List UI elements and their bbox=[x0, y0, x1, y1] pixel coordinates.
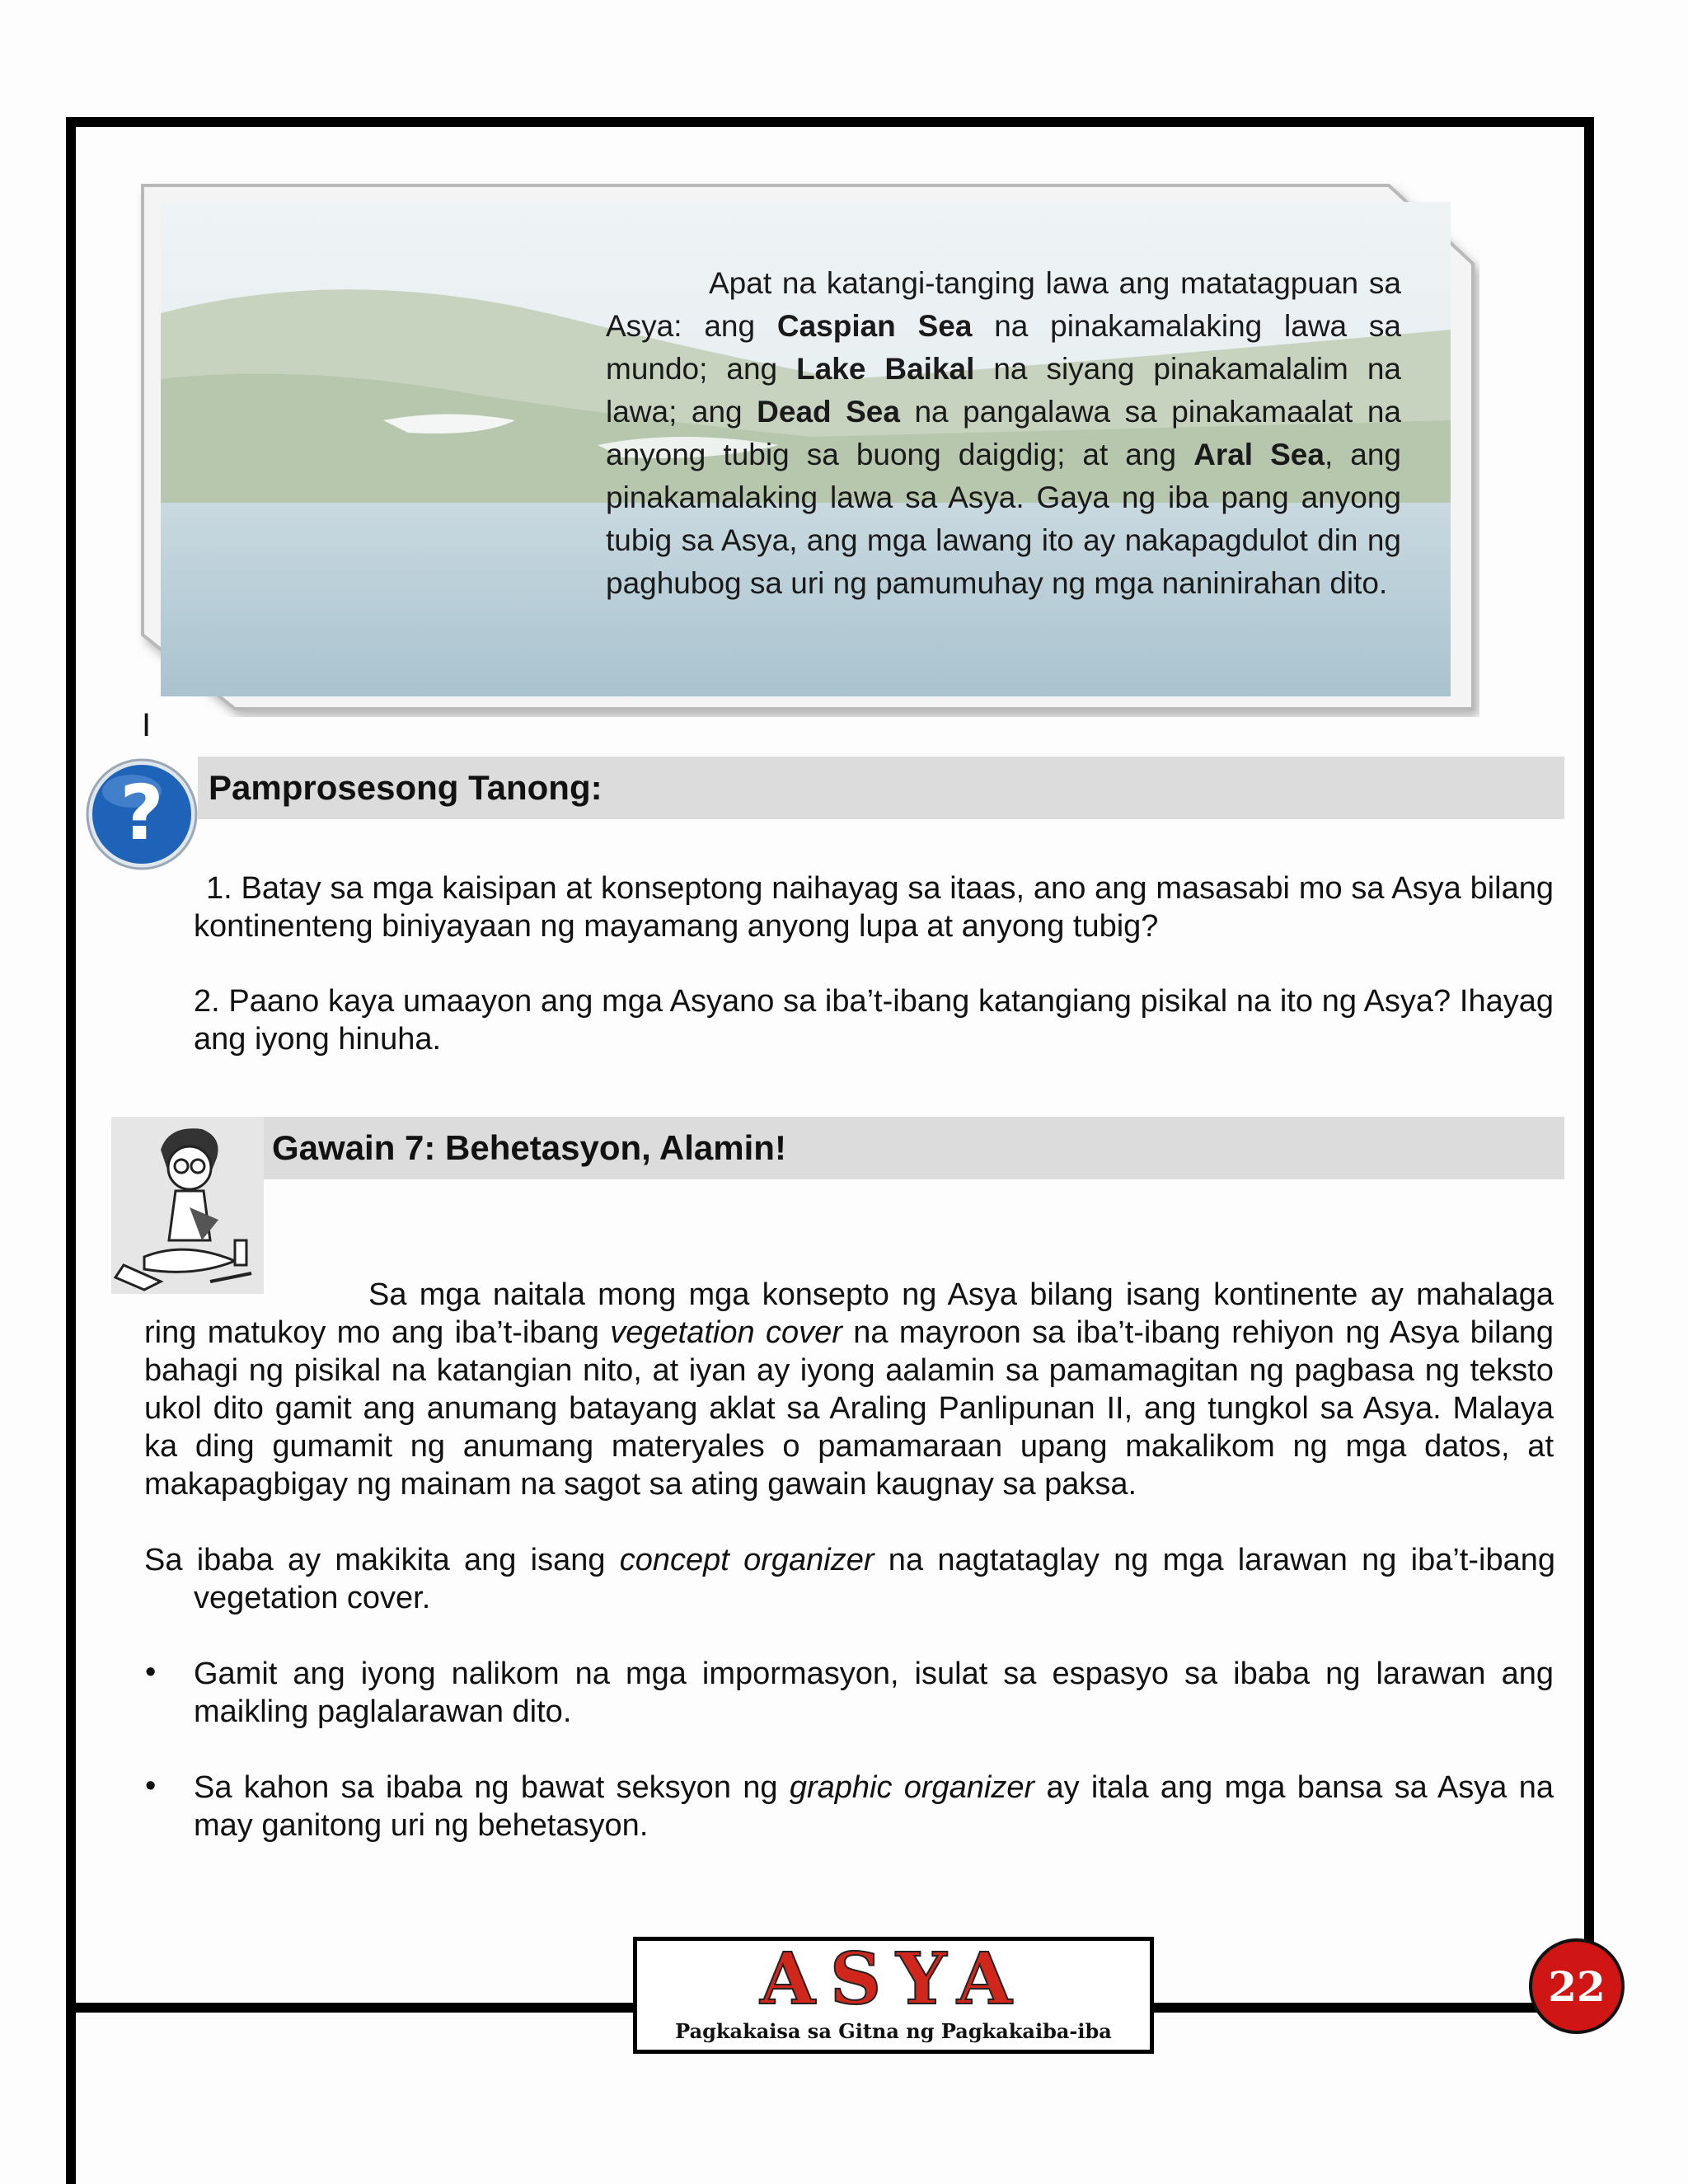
caspian-sea-term: Caspian Sea bbox=[776, 309, 973, 343]
aral-sea-term: Aral Sea bbox=[1193, 438, 1325, 471]
page-number-badge bbox=[1529, 1938, 1625, 2034]
lake-text-part: Apat na katangi-tanging lawa ang matatagpuan sa Asya: ang bbox=[606, 266, 1401, 343]
lake-description-paragraph bbox=[606, 262, 1401, 605]
lake-text-part: na pinakamalaking lawa sa mundo; ang bbox=[606, 309, 1401, 386]
vegetation-cover-term: vegetation cover bbox=[610, 1315, 842, 1350]
page-border-right bbox=[1584, 117, 1594, 2013]
concept-organizer-sentence-end: vegetation cover. bbox=[194, 1581, 431, 1615]
asya-logo bbox=[633, 1937, 1154, 2054]
page-number: 22 bbox=[1548, 1961, 1606, 2011]
bullet-2-marker: • bbox=[145, 1769, 157, 1803]
question-1-text: 1. Batay sa mga kaisipan at konseptong naihayag sa itaas, ano ang masasabi mo sa Asya bilang kontinenteng biniyayaan ng mayamang anyong lupa at anyong tubig? bbox=[194, 871, 1554, 944]
lake-text-part: na pangalawa sa pinakamaalat na anyong tubig sa buong daigdig; at ang bbox=[606, 395, 1401, 471]
concept-organizer-term: concept organizer bbox=[619, 1543, 874, 1577]
question-1 bbox=[194, 869, 1554, 945]
concept-organizer-sentence bbox=[144, 1541, 1555, 1579]
gawain-intro-text: Sa mga naitala mong mga konsepto ng Asya bilang isang kontinente ay mahalaga ring matukoy mo ang iba’t-ibang bbox=[144, 1277, 1554, 1350]
gawain-title: Gawain 7: Behetasyon, Alamin! bbox=[272, 1128, 786, 1167]
bullet-1: Gamit ang iyong nalikom na mga impormasyon, isulat sa espasyo sa ibaba ng larawan ang maikling paglalarawan dito. bbox=[194, 1657, 1554, 1729]
logo-subtitle: Pagkakaisa sa Gitna ng Pagkakaiba-iba bbox=[675, 2019, 1112, 2043]
lake-baikal-term: Lake Baikal bbox=[796, 352, 975, 386]
page-border-left bbox=[66, 117, 76, 2184]
lake-text-part: na siyang pinakamalalim na lawa; ang bbox=[606, 352, 1401, 429]
question-mark-icon bbox=[84, 757, 199, 872]
svg-text:?: ? bbox=[120, 769, 164, 857]
pamprosesong-title: Pamprosesong Tanong: bbox=[209, 768, 603, 807]
bullet-2-text: ay itala ang mga bansa sa Asya na may ganitong uri ng behetasyon. bbox=[194, 1770, 1554, 1843]
stray-text-mark: I bbox=[142, 707, 152, 743]
gawain-intro-text: na mayroon sa iba’t-ibang rehiyon ng Asya bilang bahagi ng pisikal na katangian nito, at iyan ay iyong aalamin sa pamamagitan ng pagbasa ng teksto ukol dito gamit ang anumang batayang aklat sa Araling Panlipunan II, ang tungkol sa Asya. Malaya ka ding gumamit ng anumang materyales o pamamaraan upang makalikom ng mga datos, at makapagbigay ng mainam na sagot sa ating gawain kaugnay sa paksa. bbox=[144, 1315, 1554, 1502]
bullet-1-marker: • bbox=[145, 1655, 157, 1690]
question-2: 2. Paano kaya umaayon ang mga Asyano sa iba’t-ibang katangiang pisikal na ito ng Asya? Ihayag ang iyong hinuha. bbox=[194, 984, 1554, 1057]
bullet-2 bbox=[194, 1769, 1554, 1844]
lake-text-part: , ang pinakamalaking lawa sa Asya. Gaya ng iba pang anyong tubig sa Asya, ang mga lawang ito ay nakapagdulot din ng paghubog sa uri ng pamumuhay ng mga naninirahan dito. bbox=[606, 438, 1402, 600]
dead-sea-term: Dead Sea bbox=[757, 395, 900, 429]
concept-organizer-text: Sa ibaba ay makikita ang isang bbox=[144, 1543, 620, 1577]
bullet-2-text: Sa kahon sa ibaba ng bawat seksyon ng bbox=[194, 1770, 790, 1805]
logo-title: ASYA bbox=[760, 1941, 1027, 2021]
page-border-top bbox=[66, 117, 1594, 127]
student-reading-illustration bbox=[111, 1117, 264, 1294]
gawain-intro-paragraph bbox=[144, 1276, 1554, 1503]
graphic-organizer-term: graphic organizer bbox=[789, 1770, 1035, 1805]
concept-organizer-text: na nagtataglay ng mga larawan ng iba’t-ibang bbox=[874, 1543, 1555, 1577]
